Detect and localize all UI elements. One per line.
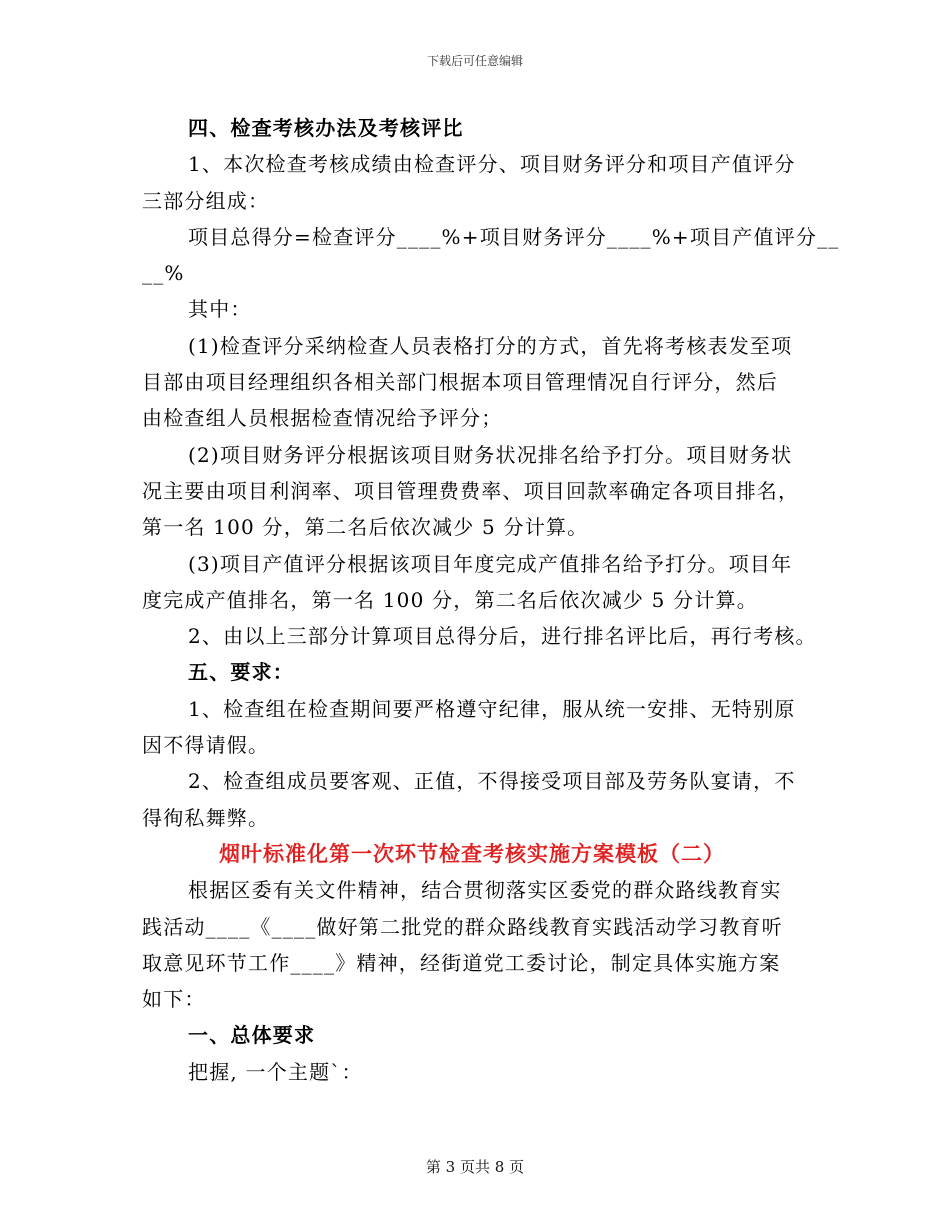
paragraph-line: 如下： bbox=[142, 987, 206, 1012]
paragraph-line: 目部由项目经理组织各相关部门根据本项目管理情况自行评分，然后 bbox=[142, 370, 778, 395]
paragraph-line: 三部分组成： bbox=[142, 188, 270, 213]
paragraph-line: 1、检查组在检查期间要严格遵守纪律，服从统一安排、无特别原 bbox=[188, 696, 796, 721]
paragraph-line: 践活动____《____做好第二批党的群众路线教育实践活动学习教育听 bbox=[142, 914, 783, 939]
paragraph-line: 1、本次检查考核成绩由检查评分、项目财务评分和项目产值评分 bbox=[188, 152, 796, 177]
paragraph-line: 第一名 100 分，第二名后依次减少 5 分计算。 bbox=[142, 515, 589, 540]
paragraph-line: (2)项目财务评分根据该项目财务状况排名给予打分。项目财务状 bbox=[188, 442, 793, 467]
page-number: 第 3 页共 8 页 bbox=[425, 1158, 525, 1176]
paragraph-line: 由检查组人员根据检查情况给予评分； bbox=[142, 406, 503, 431]
paragraph-line: (3)项目产值评分根据该项目年度完成产值排名给予打分。项目年 bbox=[188, 551, 793, 576]
document-body bbox=[142, 110, 840, 1090]
section-heading: 四、检查考核办法及考核评比 bbox=[188, 116, 464, 140]
formula-line: 项目总得分=检查评分____%+项目财务评分____%+项目产值评分__ bbox=[188, 224, 840, 249]
paragraph-line: 取意见环节工作____》精神，经街道党工委讨论，制定具体实施方案 bbox=[142, 950, 781, 975]
paragraph-line: 把握, 一个主题`： bbox=[188, 1059, 363, 1084]
section-heading: 五、要求： bbox=[188, 660, 294, 685]
document-title: 烟叶标准化第一次环节检查考核实施方案模板（二） bbox=[219, 840, 725, 866]
paragraph-line: (1)检查评分采纳检查人员表格打分的方式，首先将考核表发至项 bbox=[188, 333, 793, 358]
page-header: 下载后可任意编辑 bbox=[426, 54, 523, 68]
paragraph-line: 度完成产值排名，第一名 100 分，第二名后依次减少 5 分计算。 bbox=[142, 587, 758, 612]
paragraph-line: 根据区委有关文件精神，结合贯彻落实区委党的群众路线教育实 bbox=[188, 878, 782, 903]
paragraph-line: 得徇私舞弊。 bbox=[142, 805, 270, 830]
section-heading: 一、总体要求 bbox=[188, 1023, 316, 1048]
paragraph-line: 况主要由项目利润率、项目管理费费率、项目回款率确定各项目排名， bbox=[142, 478, 800, 503]
paragraph-line: 2、由以上三部分计算项目总得分后，进行排名评比后，再行考核。 bbox=[188, 624, 817, 649]
formula-line: __% bbox=[142, 261, 185, 286]
paragraph-line: 因不得请假。 bbox=[142, 733, 270, 758]
paragraph-line: 2、检查组成员要客观、正值，不得接受项目部及劳务队宴请，不 bbox=[188, 769, 796, 794]
paragraph-line: 其中： bbox=[188, 297, 252, 322]
